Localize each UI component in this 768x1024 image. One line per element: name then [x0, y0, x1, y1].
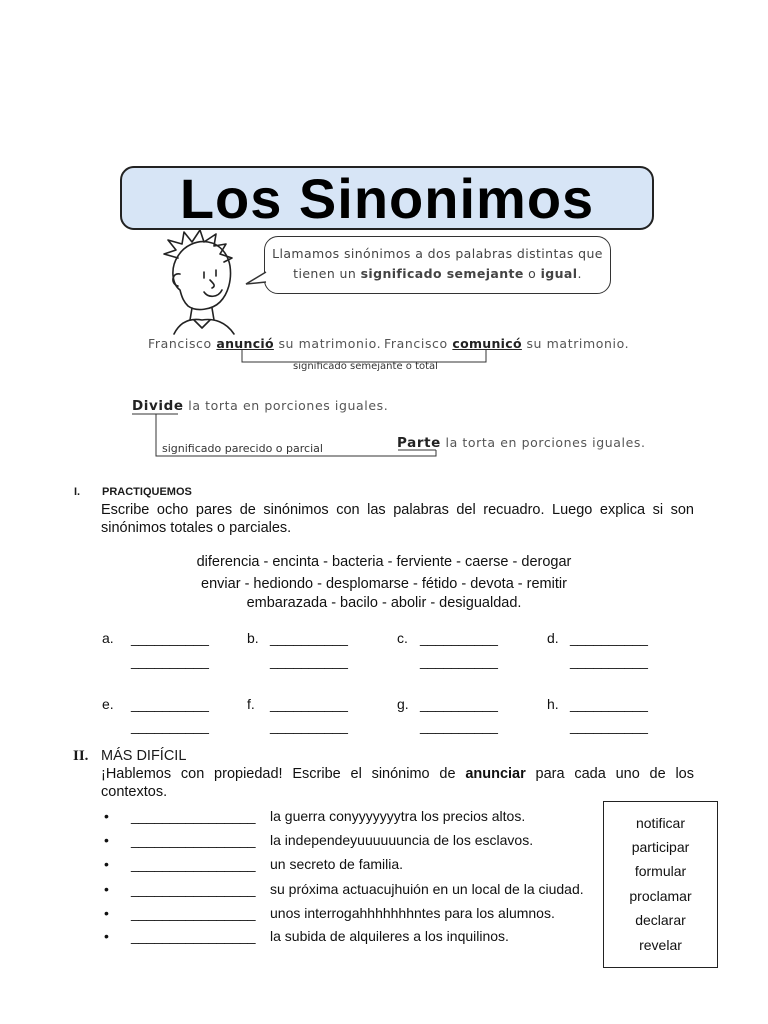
answer-blank[interactable]: ________________ — [131, 832, 256, 848]
bullet-icon: • — [104, 905, 109, 921]
example-sentence-parte: Parte la torta en porciones iguales. — [397, 435, 646, 451]
word-list-line: embarazada - bacilo - abolir - desigualdad. — [246, 595, 522, 611]
instruction-text: Escribe ocho pares de sinónimos con las palabras del recuadro. Luego explica si son sinónimos totales o parciales. — [101, 502, 694, 536]
answer-blank[interactable]: __________ — [420, 630, 498, 646]
answer-blank[interactable]: __________ — [420, 718, 498, 734]
answer-label: b. — [247, 630, 259, 646]
definition-text: Llamamos sinónimos a dos palabras distintas que tienen un significado semejante o igual. — [272, 246, 603, 281]
answer-blank[interactable]: __________ — [570, 718, 648, 734]
answer-blank[interactable]: __________ — [570, 696, 648, 712]
context-sentence: unos interrogahhhhhhhntes para los alumnos. — [270, 905, 555, 921]
context-sentence: la guerra conyyyyyyytra los precios altos. — [270, 808, 526, 824]
answer-blank[interactable]: __________ — [420, 653, 498, 669]
context-sentence: la subida de alquileres a los inquilinos. — [270, 928, 509, 944]
answer-label: e. — [102, 696, 114, 712]
answer-blank[interactable]: __________ — [270, 653, 348, 669]
bullet-icon: • — [104, 832, 109, 848]
context-sentence: la independeyuuuuuuncia de los esclavos. — [270, 832, 534, 848]
instruction-text: ¡Hablemos con propiedad! Escribe el sinónimo de anunciar para cada uno de los — [101, 766, 694, 782]
answer-label: d. — [547, 630, 559, 646]
section-heading: PRACTIQUEMOS — [102, 486, 192, 498]
word-list-line: diferencia - encinta - bacteria - ferviente - caerse - derogar — [196, 554, 572, 570]
word-box-item: declarar — [635, 912, 686, 928]
answer-label: h. — [547, 696, 559, 712]
section-number: II. — [73, 748, 89, 764]
bullet-icon: • — [104, 881, 109, 897]
instruction-text-line2: contextos. — [101, 784, 168, 800]
word-list-line: enviar - hediondo - desplomarse - fétido - devota - remitir — [201, 576, 567, 592]
example-sentence-anuncio: Francisco anunció su matrimonio. — [148, 336, 382, 351]
answer-blank[interactable]: __________ — [420, 696, 498, 712]
answer-label: g. — [397, 696, 409, 712]
answer-blank[interactable]: __________ — [570, 630, 648, 646]
section-number: I. — [74, 486, 81, 498]
answer-blank[interactable]: __________ — [570, 653, 648, 669]
bullet-icon: • — [104, 856, 109, 872]
word-box-item: revelar — [639, 937, 682, 953]
answer-blank[interactable]: __________ — [270, 630, 348, 646]
context-sentence: un secreto de familia. — [270, 856, 404, 872]
page-title: Los Sinonimos — [179, 167, 595, 230]
example-sentence-comunico: Francisco comunicó su matrimonio. — [384, 336, 630, 351]
note-total: significado semejante o total — [293, 361, 438, 372]
answer-blank[interactable]: __________ — [131, 696, 209, 712]
context-sentence: su próxima actuacujhuión en un local de la ciudad. — [270, 881, 584, 897]
bullet-icon: • — [104, 928, 109, 944]
answer-blank[interactable]: __________ — [131, 653, 209, 669]
section-heading: MÁS DIFÍCIL — [101, 748, 187, 764]
answer-blank[interactable]: __________ — [131, 630, 209, 646]
word-box-item: proclamar — [629, 888, 692, 904]
example-sentence-divide: Divide la torta en porciones iguales. — [132, 398, 389, 414]
word-box-item: participar — [631, 839, 690, 855]
answer-blank[interactable]: __________ — [270, 718, 348, 734]
answer-label: f. — [247, 696, 255, 712]
answer-blank[interactable]: ________________ — [131, 881, 256, 897]
note-partial: significado parecido o parcial — [162, 442, 323, 455]
answer-blank[interactable]: ________________ — [131, 928, 256, 944]
bullet-icon: • — [104, 808, 109, 824]
answer-blank[interactable]: __________ — [131, 718, 209, 734]
answer-blank[interactable]: ________________ — [131, 808, 256, 824]
word-box-item: formular — [634, 863, 687, 879]
boy-illustration-icon — [150, 228, 250, 338]
answer-blank[interactable]: __________ — [270, 696, 348, 712]
answer-blank[interactable]: ________________ — [131, 905, 256, 921]
answer-blank[interactable]: ________________ — [131, 856, 256, 872]
word-box-item: notificar — [635, 815, 686, 831]
answer-label: a. — [102, 630, 114, 646]
answer-label: c. — [397, 630, 408, 646]
